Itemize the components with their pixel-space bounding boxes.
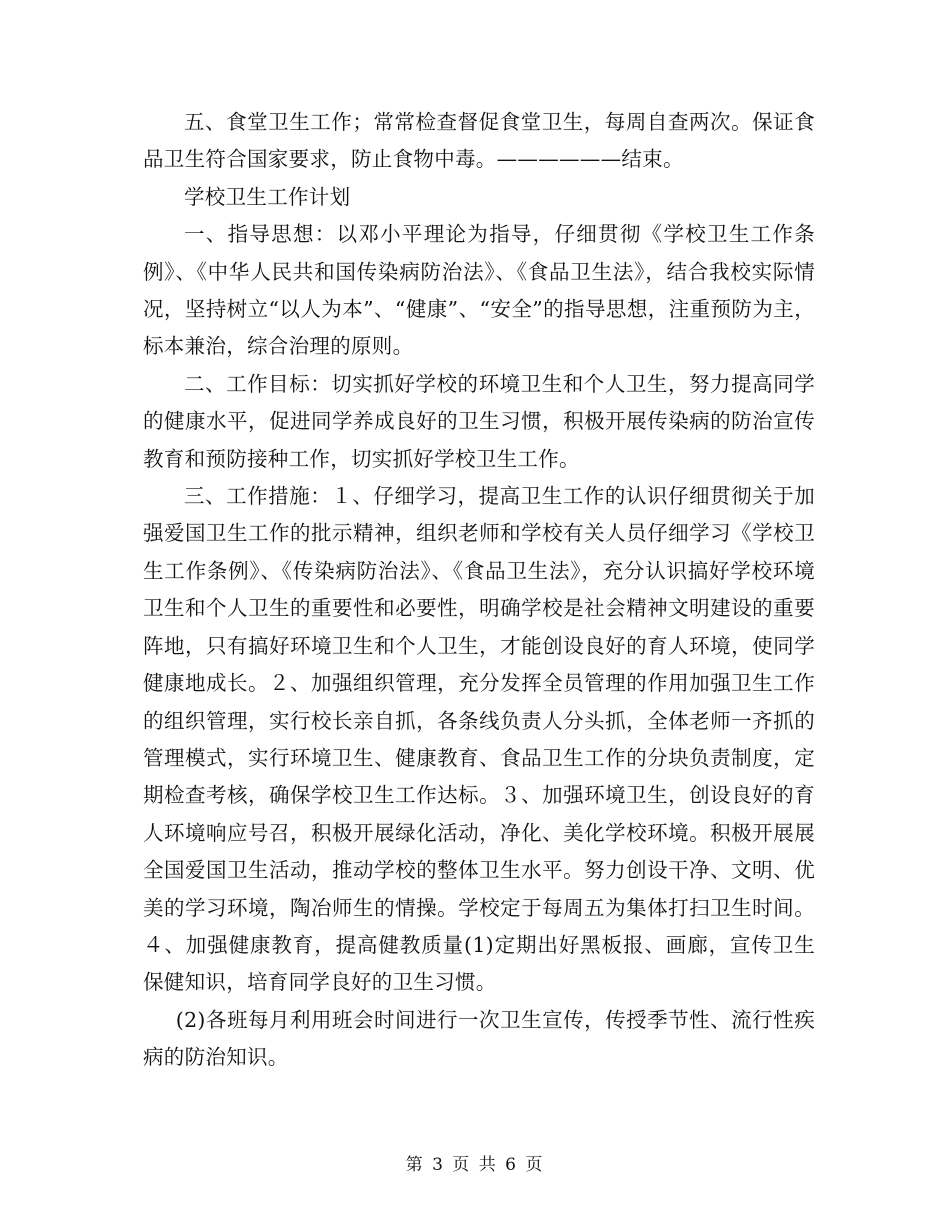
paragraph-guiding-ideology: 一、指导思想：以邓小平理论为指导，仔细贯彻《学校卫生工作条例》、《中华人民共和国传染病防治法》、《食品卫生法》，结合我校实际情况，坚持树立“以人为本”、“健康”、“安全”的指导思想，注重预防为主，标本兼治，综合治理的原则。: [143, 222, 815, 359]
section-title: 学校卫生工作计划: [184, 184, 351, 209]
paragraph-work-measures: 三、工作措施：１、仔细学习，提高卫生工作的认识仔细贯彻关于加强爱国卫生工作的批示精神，组织老师和学校有关人员仔细学习《学校卫生工作条例》、《传染病防治法》、《食品卫生法》，充分认识搞好学校环境卫生和个人卫生的重要性和必要性，明确学校是社会精神文明建设的重要阵地，只有搞好环境卫生和个人卫生，才能创设良好的育人环境，使同学健康地成长。２、加强组织管理，充分发挥全员管理的作用加强卫生工作的组织管理，实行校长亲自抓，各条线负责人分头抓，全体老师一齐抓的管理模式，实行环境卫生、健康教育、食品卫生工作的分块负责制度，定期检查考核，确保学校卫生工作达标。３、加强环境卫生，创设良好的育人环境响应号召，积极开展绿化活动，净化、美化学校环境。积极开展展全国爱国卫生活动，推动学校的整体卫生水平。努力创设干净、文明、优美的学习环境，陶冶师生的情操。学校定于每周五为集体打扫卫生时间。４、加强健康教育，提高健教质量(1)定期出好黑板报、画廊，宣传卫生保健知识，培育同学良好的卫生习惯。: [143, 484, 815, 995]
paragraph-work-goals: 二、工作目标：切实抓好学校的环境卫生和个人卫生，努力提高同学的健康水平，促进同学养成良好的卫生习惯，积极开展传染病的防治宣传教育和预防接种工作，切实抓好学校卫生工作。: [143, 371, 815, 471]
paragraph-class-publicity: (2)各班每月利用班会时间进行一次卫生宣传，传授季节性、流行性疾病的防治知识。: [143, 1007, 815, 1070]
page-number-footer: 第 3 页 共 6 页: [405, 1155, 545, 1175]
paragraph-canteen-hygiene: 五、食堂卫生工作；常常检查督促食堂卫生，每周自查两次。保证食品卫生符合国家要求，防止食物中毒。——————结束。: [143, 110, 815, 172]
document-body: [143, 104, 815, 1077]
